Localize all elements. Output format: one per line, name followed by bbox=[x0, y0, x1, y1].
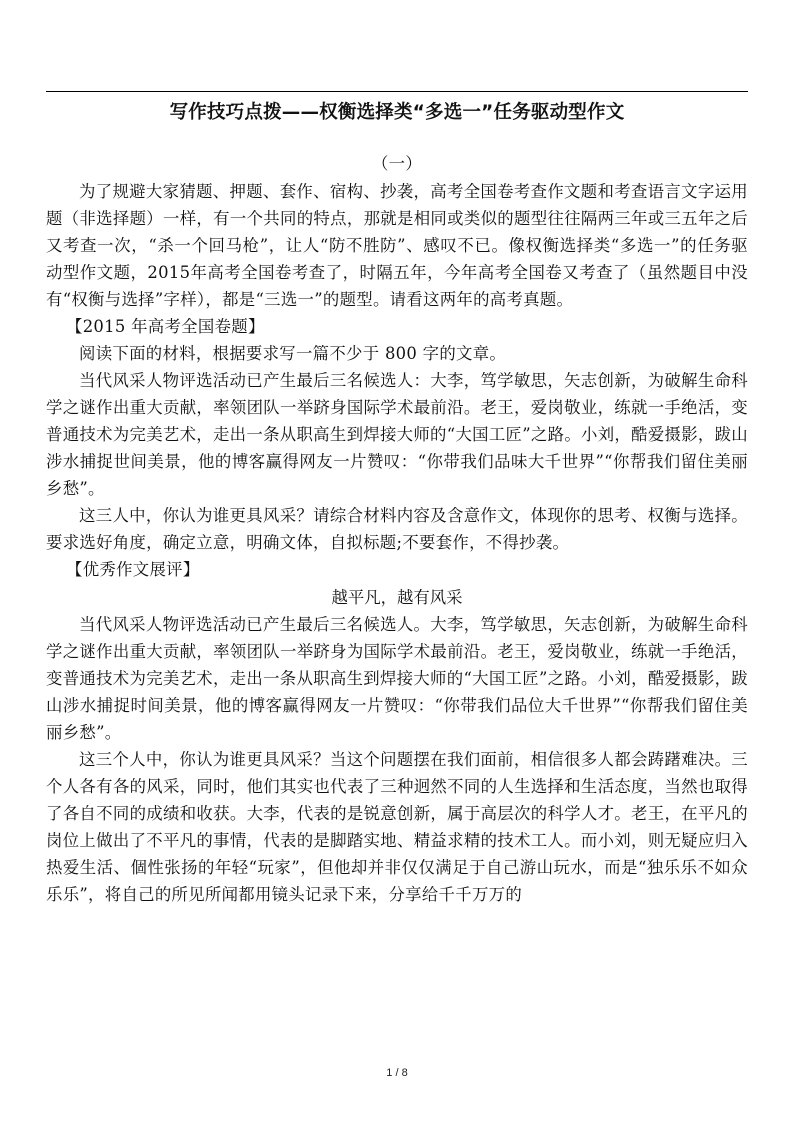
header-rule bbox=[46, 91, 748, 92]
essay-title: 越平凡，越有风采 bbox=[331, 588, 463, 607]
document-title: 写作技巧点拨——权衡选择类“多选一”任务驱动型作文 bbox=[169, 102, 625, 123]
material-paragraph: 当代风采人物评选活动已产生最后三名候选人：大李，笃学敏思，矢志创新，为破解生命科学之谜作出重大贡献，率领团队一举跻身国际学术最前沿。老王，爱岗敬业，练就一手绝活，变普通技术为完美艺术，走出一条从职高生到焊接大师的“大国工匠”之路。小刘，酷爱摄影，跋山涉水捕捉世间美景，他的博客赢得网友一片赞叹：“你带我们品味大千世界”“你帮我们留住美丽乡愁”。 bbox=[46, 371, 748, 498]
essay-paragraph-1: 当代风采人物评选活动已产生最后三名候选人。大李，笃学敏思，矢志创新，为破解生命科学之谜作出重大贡献，率领团队一举跻身为国际学术最前沿。老王，爱岗敬业，练就一手绝活，变普通技术为完美艺术，走出一条从职高生到焊接大师的“大国工匠”之路。小刘，酷爱摄影，跋山涉水捕捉时间美景，他的博客赢得网友一片赞叹：“你带我们品位大千世界”“你帮我们留住美丽乡愁”。 bbox=[46, 615, 748, 742]
showcase-label: 【优秀作文展评】 bbox=[66, 560, 200, 579]
document-body bbox=[46, 150, 748, 908]
instruction-paragraph: 阅读下面的材料，根据要求写一篇不少于 800 字的文章。 bbox=[79, 344, 507, 363]
essay-paragraph-2: 这三个人中，你认为谁更具风采？当这个问题摆在我们面前，相信很多人都会踌躇难决。三个人各有各的风采，同时，他们其实也代表了三种迥然不同的人生选择和生活态度，当然也取得了各自不同的成绩和收获。大李，代表的是锐意创新，属于高层次的科学人才。老王，在平凡的岗位上做出了不平凡的事情，代表的是脚踏实地、精益求精的技术工人。而小刘，则无疑应归入热爱生活、個性张扬的年轻“玩家”，但他却并非仅仅满足于自己游山玩水，而是“独乐乐不如众乐乐”，将自己的所见所闻都用镜头记录下来，分享给千千万万的 bbox=[46, 750, 748, 904]
exam-label: 【2015 年高考全国卷题】 bbox=[66, 317, 265, 336]
requirement-paragraph: 这三人中，你认为谁更具风采？请综合材料内容及含意作文，体现你的思考、权衡与选择。要求选好角度，确定立意，明确文体，自拟标题;不要套作，不得抄袭。 bbox=[46, 506, 748, 552]
section-number: （一） bbox=[371, 154, 423, 173]
intro-paragraph: 为了规避大家猜题、押题、套作、宿构、抄袭，高考全国卷考查作文题和考查语言文字运用题（非选择题）一样，有一个共同的特点，那就是相同或类似的题型往往隔两三年或三五年之后又考查一次，“杀一个回马枪”，让人“防不胜防”、感叹不已。像权衡选择类“多选一”的任务驱动型作文题，2015年高考全国卷考查了，时隔五年，今年高考全国卷又考查了（虽然题目中没有“权衡与选择”字样），都是“三选一”的题型。请看这两年的高考真题。 bbox=[46, 182, 748, 309]
page-indicator: 1 / 8 bbox=[386, 1067, 408, 1079]
